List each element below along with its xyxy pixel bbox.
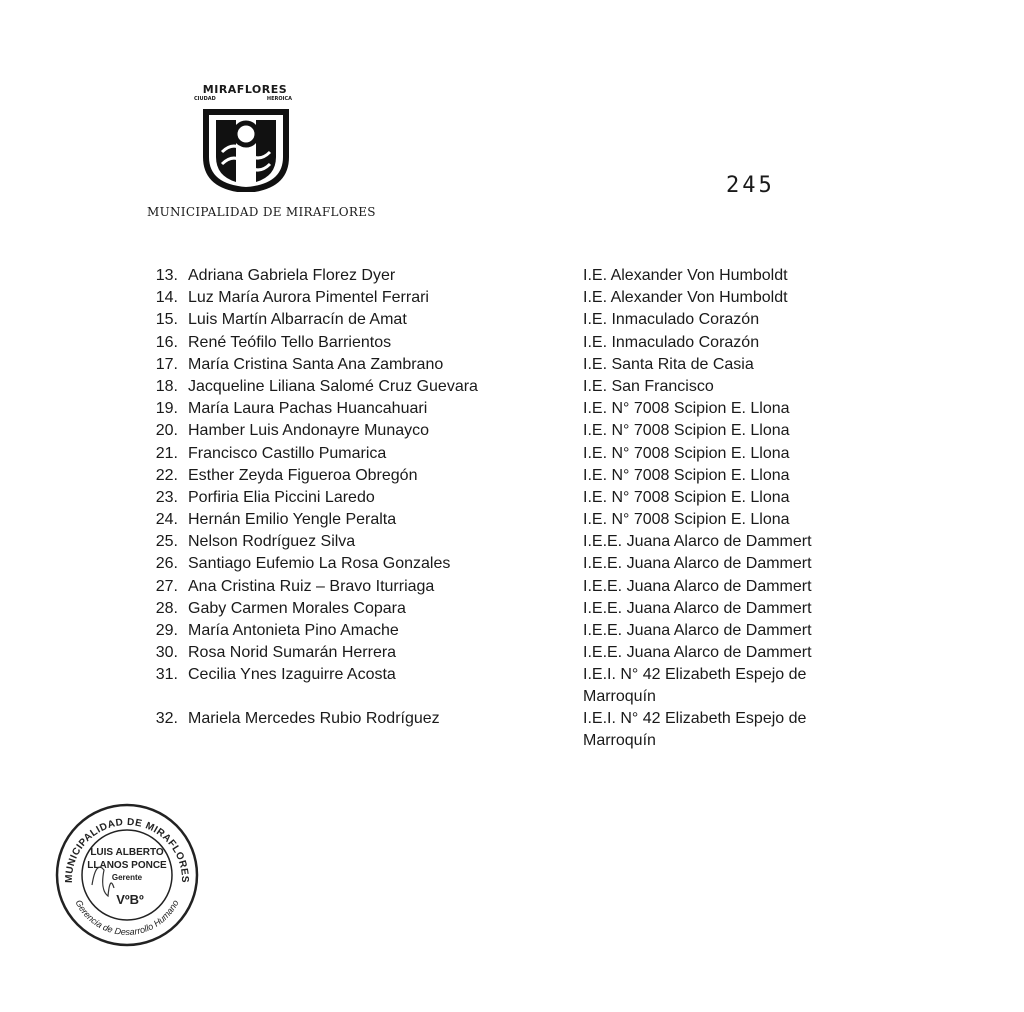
logo-sub-right: HEROICA [266, 96, 292, 102]
person-name: Hamber Luis Andonayre Munayco [188, 422, 430, 440]
logo-title: MIRAFLORES [202, 83, 288, 96]
school-name: I.E. N° 7008 Scipion E. Llona [583, 488, 790, 506]
row-number: 16. [155, 333, 178, 351]
school-name: I.E.E. Juana Alarco de Dammert [583, 533, 812, 551]
person-name: Santiago Eufemio La Rosa Gonzales [188, 555, 451, 573]
school-name: I.E.I. N° 42 Elizabeth Espejo de Marroquín [583, 710, 807, 750]
row-number: 19. [155, 400, 178, 418]
person-name: María Cristina Santa Ana Zambrano [188, 355, 444, 373]
row-number: 13. [155, 267, 178, 284]
list-item [0, 265, 1024, 287]
list-item [0, 553, 1024, 575]
school-name: I.E.E. Juana Alarco de Dammert [583, 555, 812, 573]
row-number: 26. [155, 555, 178, 573]
person-name: Francisco Castillo Pumarica [188, 444, 387, 462]
list-item [0, 642, 1024, 664]
row-number: 25. [155, 533, 178, 551]
school-name: I.E. Alexander Von Humboldt [583, 267, 788, 284]
school-name: I.E. San Francisco [583, 377, 714, 395]
person-name: Luz María Aurora Pimentel Ferrari [188, 289, 429, 307]
list-item [0, 708, 1024, 752]
list-item [0, 443, 1024, 465]
list-item [0, 420, 1024, 442]
person-name: René Teófilo Tello Barrientos [188, 333, 392, 351]
participant-list [0, 265, 1024, 752]
school-name: I.E. Santa Rita de Casia [583, 355, 754, 373]
row-number: 23. [155, 488, 178, 506]
list-item [0, 531, 1024, 553]
person-name: María Laura Pachas Huancahuari [188, 400, 428, 418]
row-number: 14. [155, 289, 178, 307]
row-number: 22. [155, 466, 178, 484]
row-number: 24. [155, 511, 178, 529]
person-name: Mariela Mercedes Rubio Rodríguez [188, 710, 440, 728]
stamp-seal-icon [52, 800, 202, 950]
person-name: Esther Zeyda Figueroa Obregón [188, 466, 418, 484]
person-name: María Antonieta Pino Amache [188, 622, 399, 639]
person-name: Luis Martín Albarracín de Amat [188, 311, 407, 329]
list-item [0, 487, 1024, 509]
list-item [0, 398, 1024, 420]
person-name: Adriana Gabriela Florez Dyer [188, 267, 396, 284]
person-name: Gaby Carmen Morales Copara [188, 599, 406, 617]
person-name: Nelson Rodríguez Silva [188, 533, 356, 551]
list-item [0, 287, 1024, 309]
organization-name: MUNICIPALIDAD DE MIRAFLORES [147, 205, 376, 219]
logo-sub-left: CIUDAD [194, 96, 216, 102]
school-name: I.E. Inmaculado Corazón [583, 333, 760, 351]
row-number: 21. [155, 444, 178, 462]
person-name: Cecilia Ynes Izaguirre Acosta [188, 666, 396, 684]
list-item [0, 576, 1024, 598]
school-name: I.E.E. Juana Alarco de Dammert [583, 577, 812, 595]
stamp-ring-bottom: Gerencia de Desarrollo Humano [73, 898, 181, 938]
approval-stamp [52, 800, 202, 950]
stamp-signer-line2: LLANOS PONCE [87, 860, 167, 871]
list-item [0, 509, 1024, 531]
row-number: 17. [155, 355, 178, 373]
school-name: I.E.I. N° 42 Elizabeth Espejo de Marroquín [583, 666, 807, 706]
shield-emblem-icon [196, 102, 296, 192]
signature-icon [92, 867, 114, 896]
stamp-signer-line1: LUIS ALBERTO [90, 847, 164, 858]
list-item [0, 620, 1024, 642]
row-number: 15. [155, 311, 178, 329]
row-number: 32. [155, 710, 178, 728]
list-item [0, 309, 1024, 331]
person-name: Jacqueline Liliana Salomé Cruz Guevara [188, 377, 478, 395]
person-name: Porfiria Elia Piccini Laredo [188, 488, 375, 506]
school-name: I.E.E. Juana Alarco de Dammert [583, 599, 812, 617]
stamp-approval: VºBº [116, 892, 144, 907]
list-item [0, 332, 1024, 354]
person-name: Rosa Norid Sumarán Herrera [188, 644, 397, 662]
person-name: Ana Cristina Ruiz – Bravo Iturriaga [188, 577, 435, 595]
row-number: 18. [155, 377, 178, 395]
school-name: I.E. N° 7008 Scipion E. Llona [583, 422, 790, 440]
stamp-ring-top: MUNICIPALIDAD DE MIRAFLORES [63, 816, 191, 884]
school-name: I.E. N° 7008 Scipion E. Llona [583, 511, 790, 529]
row-number: 27. [155, 577, 178, 595]
school-name: I.E.E. Juana Alarco de Dammert [583, 644, 812, 662]
row-number: 28. [155, 599, 178, 617]
school-name: I.E. N° 7008 Scipion E. Llona [583, 466, 790, 484]
stamp-title: Gerente [111, 873, 143, 882]
school-name: I.E. Inmaculado Corazón [583, 311, 760, 329]
list-item [0, 598, 1024, 620]
school-name: I.E. N° 7008 Scipion E. Llona [583, 400, 790, 418]
list-item [0, 354, 1024, 376]
school-name: I.E. Alexander Von Humboldt [583, 289, 788, 307]
list-item [0, 465, 1024, 487]
school-name: I.E.E. Juana Alarco de Dammert [583, 622, 812, 639]
list-item [0, 376, 1024, 398]
list-item [0, 664, 1024, 708]
page-number: 245 [726, 173, 775, 198]
row-number: 29. [155, 622, 178, 639]
school-name: I.E. N° 7008 Scipion E. Llona [583, 444, 790, 462]
row-number: 20. [155, 422, 178, 440]
row-number: 30. [155, 644, 178, 662]
person-name: Hernán Emilio Yengle Peralta [188, 511, 397, 529]
row-number: 31. [155, 666, 178, 684]
